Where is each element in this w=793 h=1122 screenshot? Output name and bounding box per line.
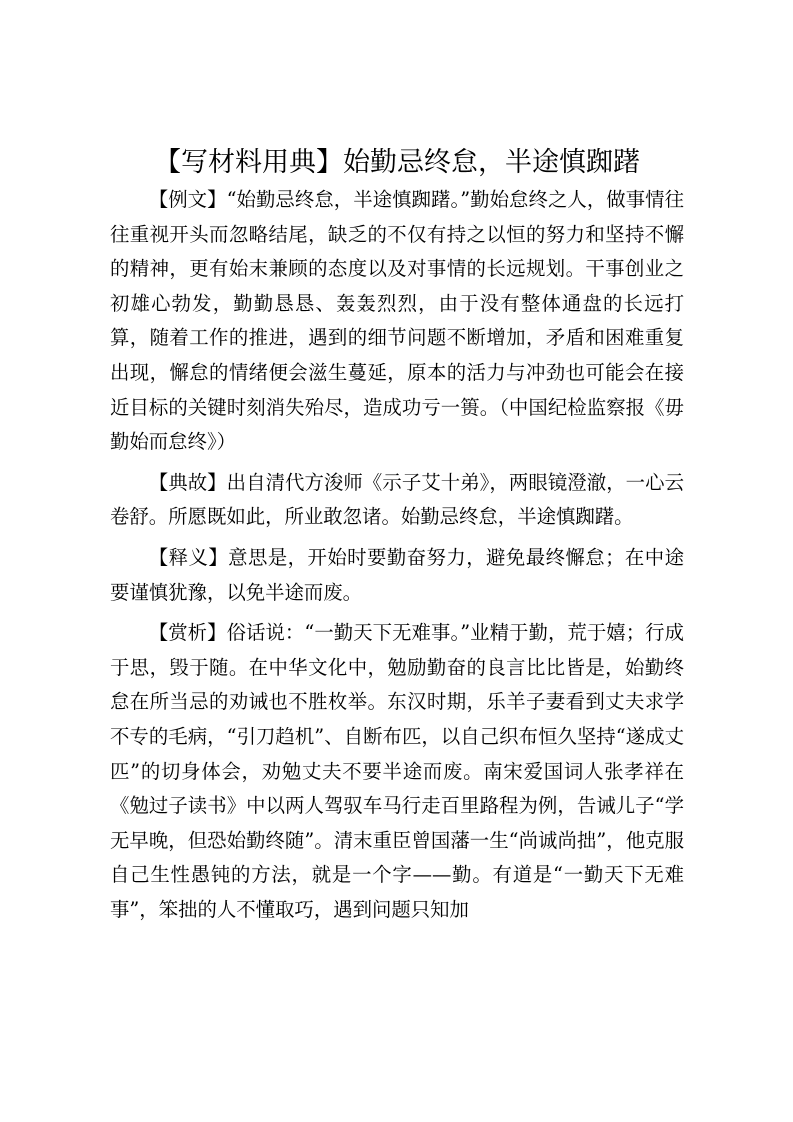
paragraph-meaning: 【释义】意思是，开始时要勤奋努力，避免最终懈怠；在中途要谨慎犹豫，以免半途而废。 [110, 545, 684, 604]
paragraph-analysis: 【赏析】俗话说：“一勤天下无难事。”业精于勤，荒于嬉；行成于思，毁于随。在中华文化中，勉励勤奋的良言比比皆是，始勤终怠在所当忌的劝诫也不胜枚举。东汉时期，乐羊子妻看到丈夫求学不专的毛病，“引刀趋机”、自断布匹，以自己织布恒久坚持“遂成丈匹”的切身体会，劝勉丈夫不要半途而废。南宋爱国词人张孝祥在《勉过子读书》中以两人驾驭车马行走百里路程为例，告诫儿子“学无早晚，但恐始勤终随”。清末重臣曾国藩一生“尚诚尚拙”，他克服自己生性愚钝的方法，就是一个字——勤。有道是“一勤天下无难事”，笨拙的人不懂取巧，遇到问题只知加 [110, 621, 684, 921]
paragraph-example: 【例文】“始勤忌终怠，半途慎踟躇。”勤始怠终之人，做事情往往重视开头而忽略结尾，缺乏的不仅有持之以恒的努力和坚持不懈的精神，更有始末兼顾的态度以及对事情的长远规划。干事创业之初雄心勃发，勤勤恳恳、轰轰烈烈，由于没有整体通盘的长远打算，随着工作的推进，遇到的细节问题不断增加，矛盾和困难重复出现，懈怠的情绪便会滋生蔓延，原本的活力与冲劲也可能会在接近目标的关键时刻消失殆尽，造成功亏一篑。（中国纪检监察报《毋勤始而怠终》） [110, 188, 684, 454]
document-page [110, 143, 684, 927]
paragraph-allusion: 【典故】出自清代方浚师《示子艾十弟》，两眼镜澄澈，一心云卷舒。所愿既如此，所业敢忽诸。始勤忌终怠，半途慎踟躇。 [110, 470, 684, 529]
document-title: 【写材料用典】始勤忌终怠，半途慎踟躇 [154, 147, 640, 178]
